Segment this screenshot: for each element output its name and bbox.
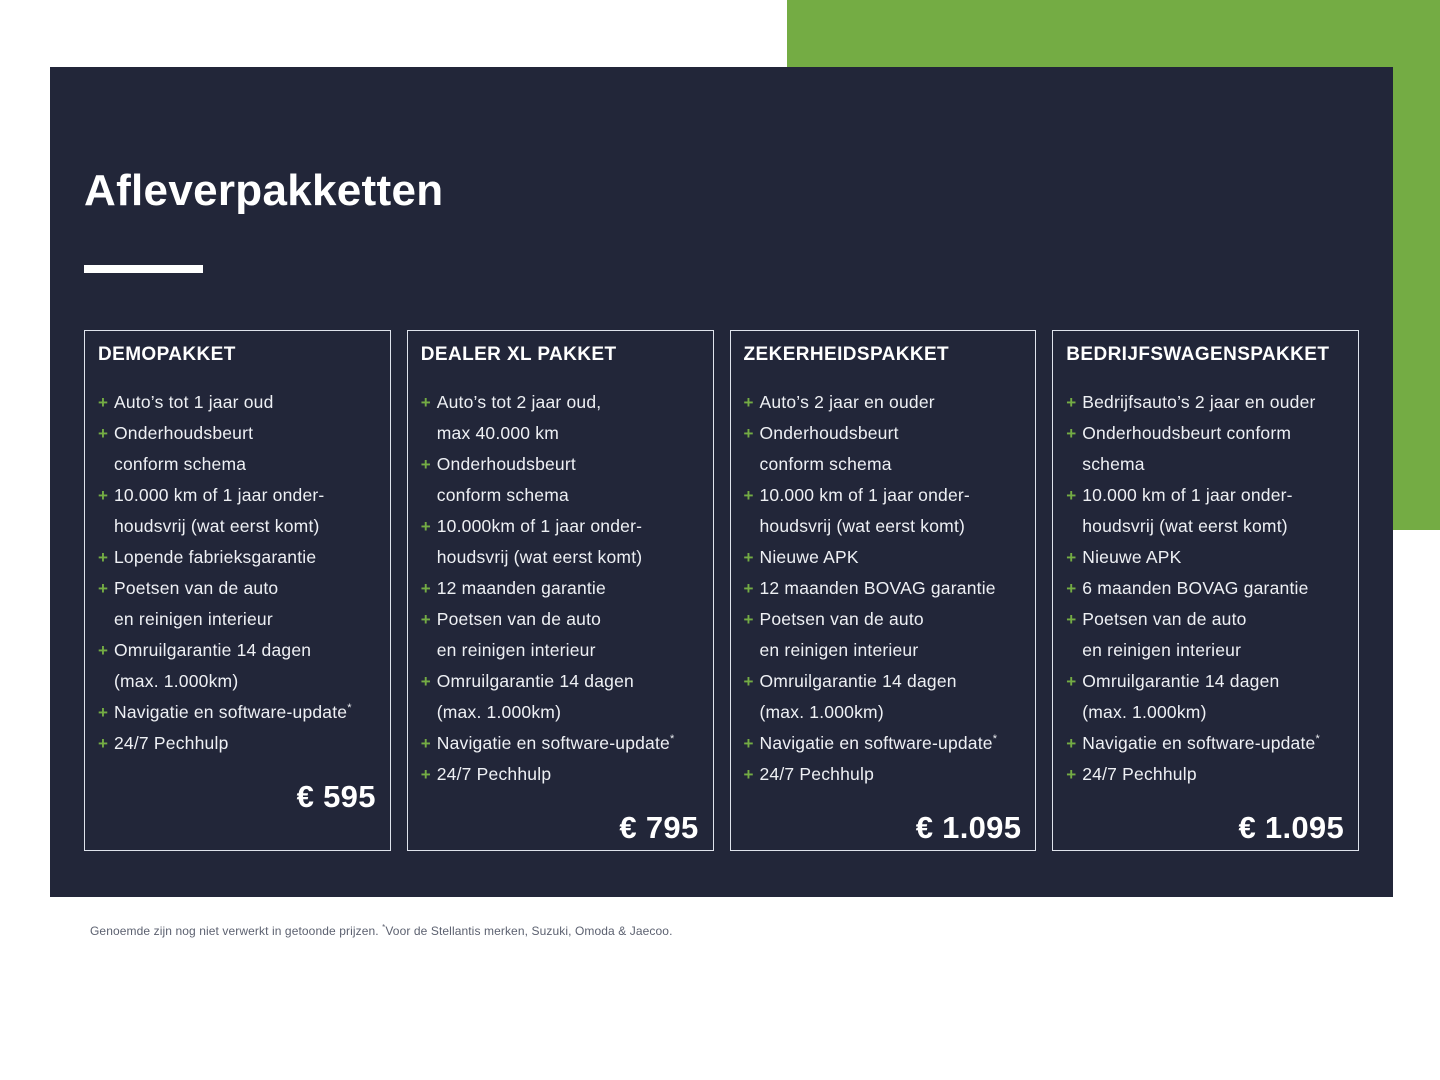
feature-text (1082, 573, 1345, 604)
feature-list (744, 387, 1023, 790)
feature-list (98, 387, 377, 759)
feature-line: houdsvrij (wat eerst komt) (759, 516, 966, 536)
package-title: BEDRIJFSWAGENSPAKKET (1066, 344, 1330, 365)
plus-icon: + (1066, 734, 1077, 753)
plus-icon: + (743, 765, 754, 784)
feature-item (744, 604, 1023, 666)
plus-icon: + (1066, 548, 1077, 567)
feature-item (421, 511, 700, 573)
feature-text (114, 697, 377, 728)
feature-line: Onderhoudsbeurt conform (1082, 423, 1292, 443)
feature-text (437, 728, 700, 759)
feature-line: en reinigen interieur (436, 640, 596, 660)
footnote-text-1: Genoemde zijn nog niet verwerkt in getoonde prijzen. (90, 924, 383, 938)
feature-line: Navigatie en software-update* (1082, 733, 1320, 753)
plus-icon: + (98, 393, 108, 412)
plus-icon: + (743, 610, 754, 629)
feature-text (114, 542, 377, 573)
feature-item (744, 542, 1023, 573)
feature-item (98, 542, 377, 573)
feature-item (1066, 604, 1345, 666)
footnote-text-2: Voor de Stellantis merken, Suzuki, Omoda & Jaecoo. (385, 924, 673, 938)
feature-item (1066, 418, 1345, 480)
plus-icon: + (743, 579, 754, 598)
feature-text (1082, 604, 1345, 666)
feature-line: Onderhoudsbeurt (436, 454, 576, 474)
feature-text (760, 542, 1023, 573)
feature-item (98, 728, 377, 759)
feature-text (437, 573, 700, 604)
feature-item (98, 387, 377, 418)
feature-text (114, 635, 377, 697)
feature-text (760, 666, 1023, 728)
feature-line: Bedrijfsauto’s 2 jaar en ouder (1082, 392, 1316, 412)
plus-icon: + (420, 455, 431, 474)
footnote-asterisk: * (382, 923, 386, 932)
feature-line: 24/7 Pechhulp (1082, 764, 1197, 784)
plus-icon: + (420, 734, 431, 753)
feature-text (114, 728, 377, 759)
package-title: ZEKERHEIDSPAKKET (743, 344, 950, 365)
plus-icon: + (743, 672, 754, 691)
feature-item (421, 387, 700, 449)
plus-icon: + (98, 548, 108, 567)
package-card (407, 330, 714, 851)
feature-text (437, 449, 700, 511)
feature-item (421, 449, 700, 511)
feature-line: houdsvrij (wat eerst komt) (436, 547, 643, 567)
feature-item (744, 387, 1023, 418)
plus-icon: + (420, 393, 431, 412)
feature-line: Navigatie en software-update* (759, 733, 998, 753)
feature-item (1066, 759, 1345, 790)
plus-icon: + (98, 734, 108, 753)
plus-icon: + (420, 765, 431, 784)
feature-text (1082, 387, 1345, 418)
plus-icon: + (743, 424, 754, 443)
plus-icon: + (1066, 610, 1077, 629)
feature-item (421, 759, 700, 790)
feature-line: Poetsen van de auto (1082, 609, 1247, 629)
package-cards (84, 330, 1359, 851)
feature-line: houdsvrij (wat eerst komt) (1082, 516, 1288, 536)
feature-text (760, 573, 1023, 604)
feature-item (98, 418, 377, 480)
feature-line: Poetsen van de auto (436, 609, 602, 629)
feature-item (98, 480, 377, 542)
feature-line: Navigatie en software-update* (114, 702, 352, 722)
feature-line: conform schema (114, 454, 247, 474)
feature-text (760, 604, 1023, 666)
feature-text (760, 418, 1023, 480)
feature-item (421, 666, 700, 728)
feature-item (98, 573, 377, 635)
feature-line: Nieuwe APK (1082, 547, 1182, 567)
feature-line: conform schema (436, 485, 569, 505)
package-price: € 1.095 (915, 810, 1022, 845)
plus-icon: + (743, 393, 754, 412)
feature-item (744, 666, 1023, 728)
feature-line: (max. 1.000km) (114, 671, 239, 691)
plus-icon: + (98, 579, 108, 598)
feature-text (1082, 666, 1345, 728)
feature-text (114, 573, 377, 635)
package-price: € 1.095 (1238, 810, 1344, 845)
feature-line: max 40.000 km (436, 423, 559, 443)
feature-line: (max. 1.000km) (1082, 702, 1207, 722)
feature-text (437, 387, 700, 449)
feature-text (1082, 728, 1345, 759)
feature-item (744, 480, 1023, 542)
feature-text (114, 480, 377, 542)
plus-icon: + (1066, 486, 1077, 505)
plus-icon: + (743, 548, 754, 567)
feature-line: en reinigen interieur (1082, 640, 1242, 660)
feature-line: 12 maanden garantie (436, 578, 606, 598)
feature-line: Omruilgarantie 14 dagen (114, 640, 312, 660)
plus-icon: + (1066, 672, 1077, 691)
feature-line: 6 maanden BOVAG garantie (1082, 578, 1309, 598)
feature-item (1066, 387, 1345, 418)
plus-icon: + (98, 703, 108, 722)
feature-line: conform schema (759, 454, 892, 474)
feature-line: Onderhoudsbeurt (114, 423, 254, 443)
feature-text (760, 387, 1023, 418)
feature-text (114, 418, 377, 480)
feature-line: Poetsen van de auto (114, 578, 279, 598)
feature-line: Omruilgarantie 14 dagen (436, 671, 634, 691)
plus-icon: + (1066, 579, 1077, 598)
feature-line: Auto’s 2 jaar en ouder (759, 392, 935, 412)
feature-line: 24/7 Pechhulp (114, 733, 229, 753)
feature-text (1082, 759, 1345, 790)
feature-item (98, 635, 377, 697)
feature-line: Poetsen van de auto (759, 609, 924, 629)
package-card (84, 330, 391, 851)
plus-icon: + (1066, 765, 1077, 784)
feature-item (98, 697, 377, 728)
feature-line: 10.000 km of 1 jaar onder- (114, 485, 325, 505)
feature-line: Onderhoudsbeurt (759, 423, 899, 443)
feature-line: en reinigen interieur (114, 609, 273, 629)
feature-text (1082, 542, 1345, 573)
plus-icon: + (420, 672, 431, 691)
feature-text (437, 511, 700, 573)
feature-line: Nieuwe APK (759, 547, 859, 567)
feature-text (114, 387, 377, 418)
feature-text (437, 666, 700, 728)
plus-icon: + (420, 579, 431, 598)
feature-list (1066, 387, 1345, 790)
feature-text (760, 728, 1023, 759)
feature-line: houdsvrij (wat eerst komt) (114, 516, 320, 536)
feature-text (437, 604, 700, 666)
feature-item (1066, 573, 1345, 604)
feature-item (744, 573, 1023, 604)
afleverpakketten-panel (50, 67, 1393, 897)
plus-icon: + (98, 424, 108, 443)
feature-list (421, 387, 700, 790)
feature-item (421, 728, 700, 759)
feature-line: 10.000 km of 1 jaar onder- (759, 485, 970, 505)
feature-line: 10.000 km of 1 jaar onder- (1082, 485, 1293, 505)
plus-icon: + (743, 486, 754, 505)
feature-line: schema (1082, 454, 1145, 474)
feature-text (760, 759, 1023, 790)
plus-icon: + (743, 734, 754, 753)
package-title: DEALER XL PAKKET (420, 344, 617, 365)
package-price: € 595 (296, 779, 376, 814)
feature-line: 12 maanden BOVAG garantie (759, 578, 996, 598)
plus-icon: + (420, 517, 431, 536)
feature-line: Omruilgarantie 14 dagen (1082, 671, 1280, 691)
feature-item (1066, 666, 1345, 728)
feature-item (421, 604, 700, 666)
feature-item (744, 728, 1023, 759)
feature-item (744, 418, 1023, 480)
package-title: DEMOPAKKET (98, 344, 236, 365)
plus-icon: + (420, 610, 431, 629)
title-underline (84, 265, 203, 273)
package-price: € 795 (619, 810, 699, 845)
feature-item (1066, 542, 1345, 573)
feature-text (1082, 480, 1345, 542)
feature-line: Auto’s tot 2 jaar oud, (436, 392, 602, 412)
package-card (730, 330, 1037, 851)
plus-icon: + (98, 486, 108, 505)
feature-text (437, 759, 700, 790)
feature-text (1082, 418, 1345, 480)
feature-line: Lopende fabrieksgarantie (114, 547, 317, 567)
feature-line: en reinigen interieur (759, 640, 919, 660)
feature-item (421, 573, 700, 604)
feature-line: (max. 1.000km) (436, 702, 562, 722)
plus-icon: + (1066, 393, 1077, 412)
feature-line: (max. 1.000km) (759, 702, 884, 722)
feature-line: 24/7 Pechhulp (436, 764, 552, 784)
feature-item (1066, 480, 1345, 542)
feature-line: Auto’s tot 1 jaar oud (114, 392, 274, 412)
page-title: Afleverpakketten (84, 166, 444, 215)
footnote (90, 923, 673, 938)
plus-icon: + (98, 641, 108, 660)
feature-line: 10.000km of 1 jaar onder- (436, 516, 643, 536)
feature-item (744, 759, 1023, 790)
feature-item (1066, 728, 1345, 759)
feature-line: Omruilgarantie 14 dagen (759, 671, 957, 691)
feature-text (760, 480, 1023, 542)
feature-line: 24/7 Pechhulp (759, 764, 874, 784)
plus-icon: + (1066, 424, 1077, 443)
package-card (1052, 330, 1359, 851)
feature-line: Navigatie en software-update* (436, 733, 675, 753)
